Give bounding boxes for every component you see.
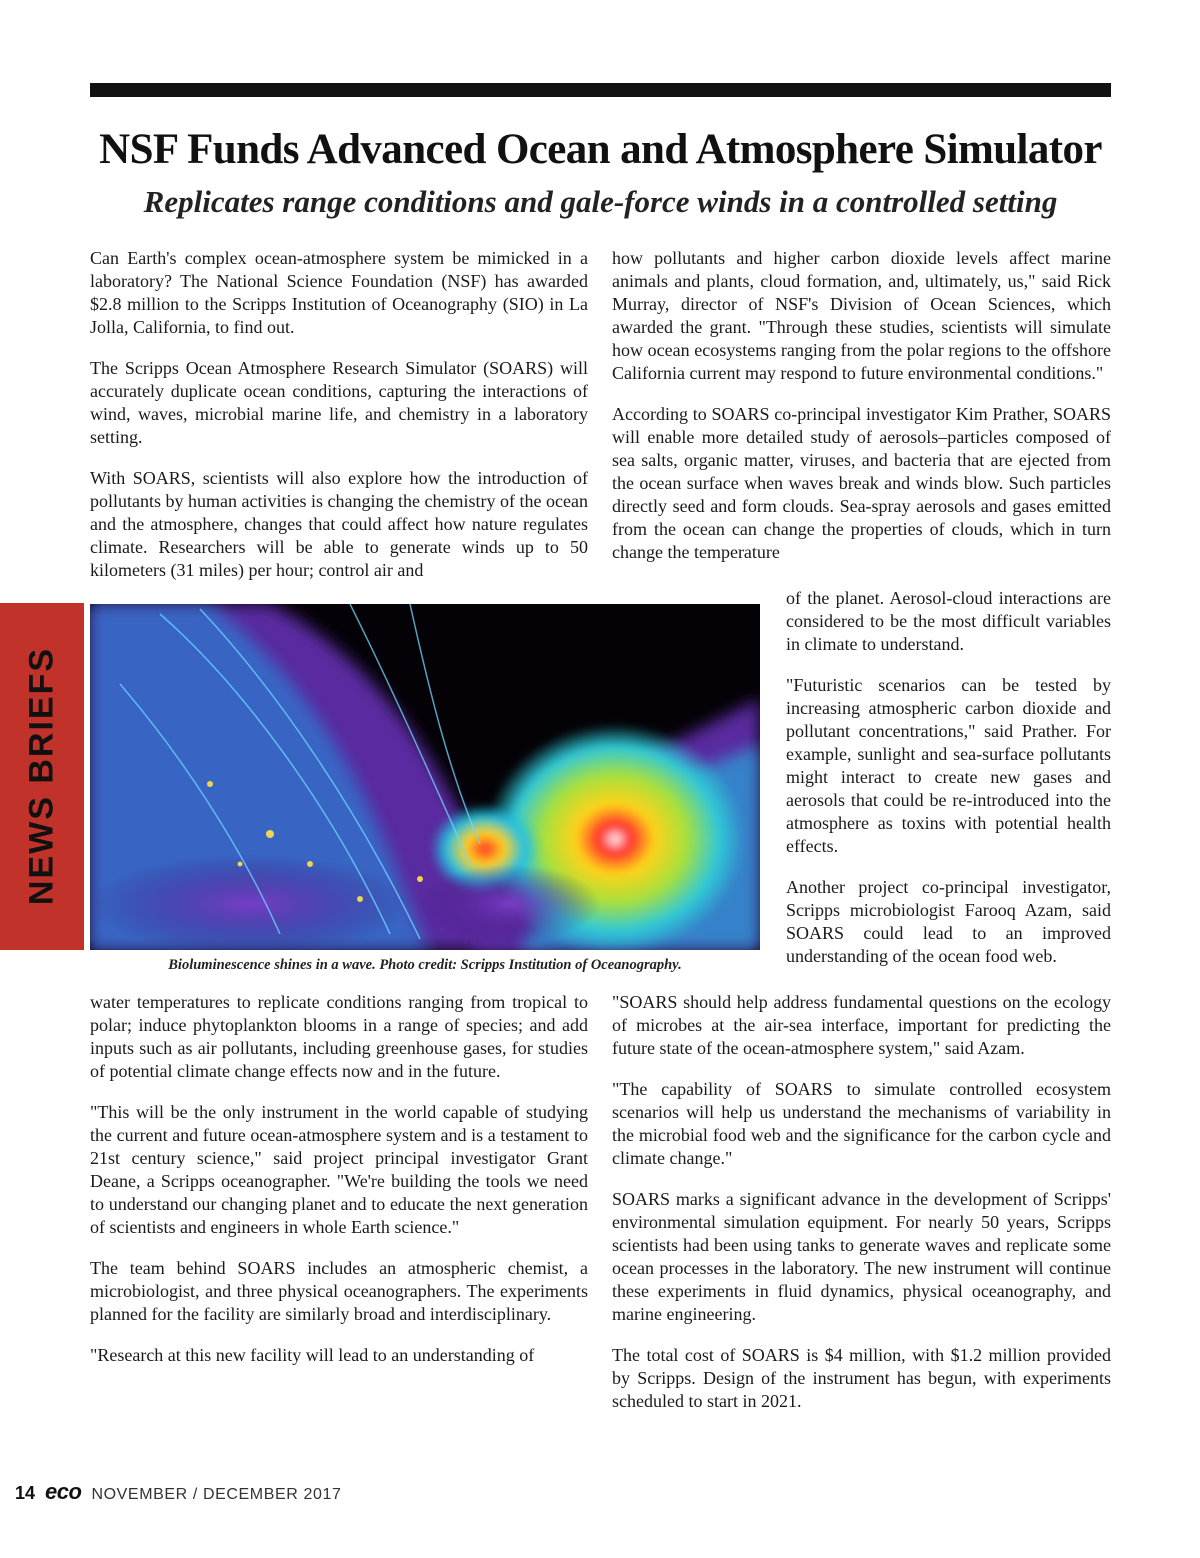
paragraph: With SOARS, scientists will also explore how the introduction of pollutants by human activities is changing the chemistry of the ocean and the atmosphere, changes that could affect how nature regulates climate. Researchers will be able to generate winds up to 50 kilometers (31 miles) per hour; control air and [90, 468, 588, 580]
paragraph: The Scripps Ocean Atmosphere Research Simulator (SOARS) will accurately duplicate ocean conditions, capturing the interactions of wind, waves, microbial marine life, and chemistry in a laboratory setting. [90, 358, 588, 447]
paragraph: how pollutants and higher carbon dioxide levels affect marine animals and plants, cloud formation, and, ultimately, us," said Rick Murray, director of NSF's Division of Ocean Sciences, which awarded the grant. "Through these studies, scientists will simulate how ocean ecosystems ranging from the polar regions to the offshore California current may respond to future environmental conditions." [612, 248, 1111, 383]
paragraph: "SOARS should help address fundamental questions on the ecology of microbes at the air-sea interface, important for predicting the future state of the ocean-atmosphere system," said Azam. [612, 992, 1111, 1058]
section-tab-label: NEWS BRIEFS [22, 646, 61, 906]
paragraph: "This will be the only instrument in the world capable of studying the current and future ocean-atmosphere system and is a testament to 21st century science," said project principal investigator Grant Deane, a Scripps oceanographer. "We're building the tools we need to understand our changing planet and to educate the next generation of scientists and engineers in whole Earth science." [90, 1102, 588, 1237]
section-tab [0, 603, 84, 950]
bioluminescence-photo [90, 604, 760, 950]
body-column-right-bottom [612, 991, 1111, 1413]
paragraph: "Futuristic scenarios can be tested by increasing atmospheric carbon dioxide and pollutant concentrations," said Prather. For example, sunlight and sea-surface pollutants might interact to create new gases and aerosols that could be re-introduced into the atmosphere as toxins with potential health effects. [786, 675, 1111, 856]
body-column-left-top [90, 247, 588, 582]
issue-date: NOVEMBER / DECEMBER 2017 [91, 1486, 342, 1503]
body-column-right-narrow [786, 587, 1111, 968]
paragraph: of the planet. Aerosol-cloud interactions are considered to be the most difficult variables in climate to understand. [786, 588, 1111, 654]
body-column-right-top [612, 247, 1111, 564]
paragraph: "The capability of SOARS to simulate controlled ecosystem scenarios will help us understand the mechanisms of variability in the microbial food web and the significance for the carbon cycle and climate change." [612, 1079, 1111, 1168]
paragraph: Can Earth's complex ocean-atmosphere system be mimicked in a laboratory? The National Science Foundation (NSF) has awarded $2.8 million to the Scripps Institution of Oceanography (SIO) in La Jolla, California, to find out. [90, 248, 588, 337]
paragraph: The total cost of SOARS is $4 million, with $1.2 million provided by Scripps. Design of the instrument has begun, with experiments scheduled to start in 2021. [612, 1345, 1111, 1411]
photo-caption: Bioluminescence shines in a wave. Photo credit: Scripps Institution of Oceanography. [168, 957, 682, 973]
body-column-left-bottom [90, 991, 588, 1367]
paragraph: According to SOARS co-principal investigator Kim Prather, SOARS will enable more detailed study of aerosols–particles composed of sea salts, organic matter, viruses, and bacteria that are ejected from the ocean surface when waves break and winds blow. Such particles directly seed and form clouds. Sea-spray aerosols and gases emitted from the ocean can change the properties of clouds, which in turn change the temperature [612, 404, 1111, 562]
article-title: NSF Funds Advanced Ocean and Atmosphere Simulator [99, 126, 1102, 173]
paragraph: The team behind SOARS includes an atmospheric chemist, a microbiologist, and three physical oceanographers. The experiments planned for the facility are similarly broad and interdisciplinary. [90, 1258, 588, 1324]
top-rule [90, 83, 1111, 97]
magazine-logo: eco [45, 1479, 82, 1504]
paragraph: "Research at this new facility will lead to an understanding of [90, 1345, 535, 1365]
paragraph: Another project co-principal investigator, Scripps microbiologist Farooq Azam, said SOARS could lead to an improved understanding of the ocean food web. [786, 877, 1111, 966]
page-number: 14 [15, 1483, 36, 1503]
page-footer [15, 1479, 341, 1505]
article-subtitle: Replicates range conditions and gale-force winds in a controlled setting [143, 184, 1058, 219]
bioluminescence-image [90, 604, 760, 950]
paragraph: SOARS marks a significant advance in the development of Scripps' environmental simulation equipment. For nearly 50 years, Scripps scientists had been using tanks to generate waves and replicate some ocean processes in the laboratory. The new instrument will continue these experiments in fluid dynamics, physical oceanography, and marine engineering. [612, 1189, 1111, 1324]
paragraph: water temperatures to replicate conditions ranging from tropical to polar; induce phytoplankton blooms in a range of species; and add inputs such as air pollutants, including greenhouse gases, for studies of potential climate change effects now and in the future. [90, 992, 588, 1081]
